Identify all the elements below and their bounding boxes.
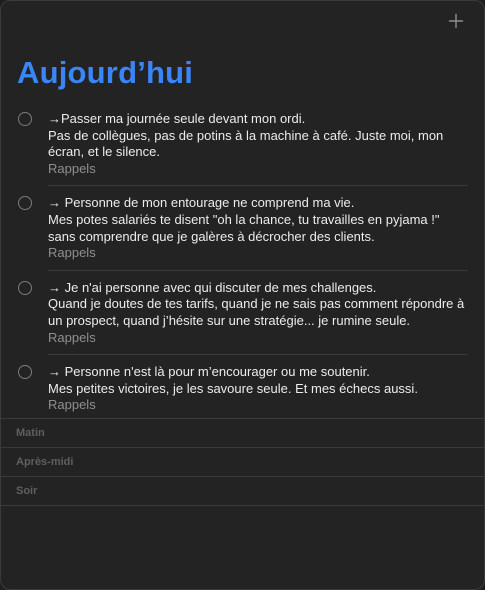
reminder-note: Pas de collègues, pas de potins à la machine à café. Juste moi, mon [48,127,444,143]
reminder-body[interactable] [48,364,468,422]
plus-icon [448,13,464,29]
reminder-note: un prospect, quand j’hésite sur une stratégie... je rumine seule. [48,312,411,328]
reminder-note: Mes petites victoires, je les savoure seule. Et mes échecs aussi. [48,380,418,396]
reminder-item[interactable] [1,271,484,355]
reminder-note: Mes potes salariés te disent "oh la chance, tu travailles en pyjama !" [48,211,440,227]
complete-checkbox[interactable] [18,365,32,379]
add-reminder-button[interactable] [448,13,468,33]
complete-checkbox[interactable] [18,112,32,126]
reminder-text[interactable]: → Personne n'est là pour m’encourager ou me soutenir. [48,364,370,380]
reminder-text[interactable]: → Personne de mon entourage ne comprend ma vie. [48,195,355,211]
reminder-list-name: Rappels [48,245,96,261]
reminder-note: écran, et le silence. [48,144,161,160]
reminder-note: Quand je doutes de tes tarifs, quand je ne sais pas comment répondre à [48,296,465,312]
reminder-text[interactable]: →Passer ma journée seule devant mon ordi. [48,111,306,126]
reminder-item[interactable] [1,186,484,270]
section-evening[interactable]: Soir [1,477,484,506]
reminder-body[interactable] [48,280,468,355]
reminder-list-name: Rappels [48,160,96,176]
reminder-body[interactable] [48,111,468,186]
complete-checkbox[interactable] [18,196,32,210]
complete-checkbox[interactable] [18,281,32,295]
section-morning[interactable]: Matin [1,419,484,448]
reminder-body[interactable] [48,195,468,270]
reminder-list [1,102,484,422]
page-title: Aujourd’hui [17,55,194,90]
reminder-item[interactable] [1,102,484,186]
reminder-text[interactable]: → Je n'ai personne avec qui discuter de mes challenges. [48,279,377,295]
reminder-list-name: Rappels [48,329,96,345]
reminder-list-name: Rappels [48,397,96,413]
reminder-note: sans comprendre que je galères à décrocher des clients. [48,228,375,244]
day-sections [1,418,484,506]
section-afternoon[interactable]: Après-midi [1,448,484,477]
reminder-item[interactable] [1,355,484,422]
